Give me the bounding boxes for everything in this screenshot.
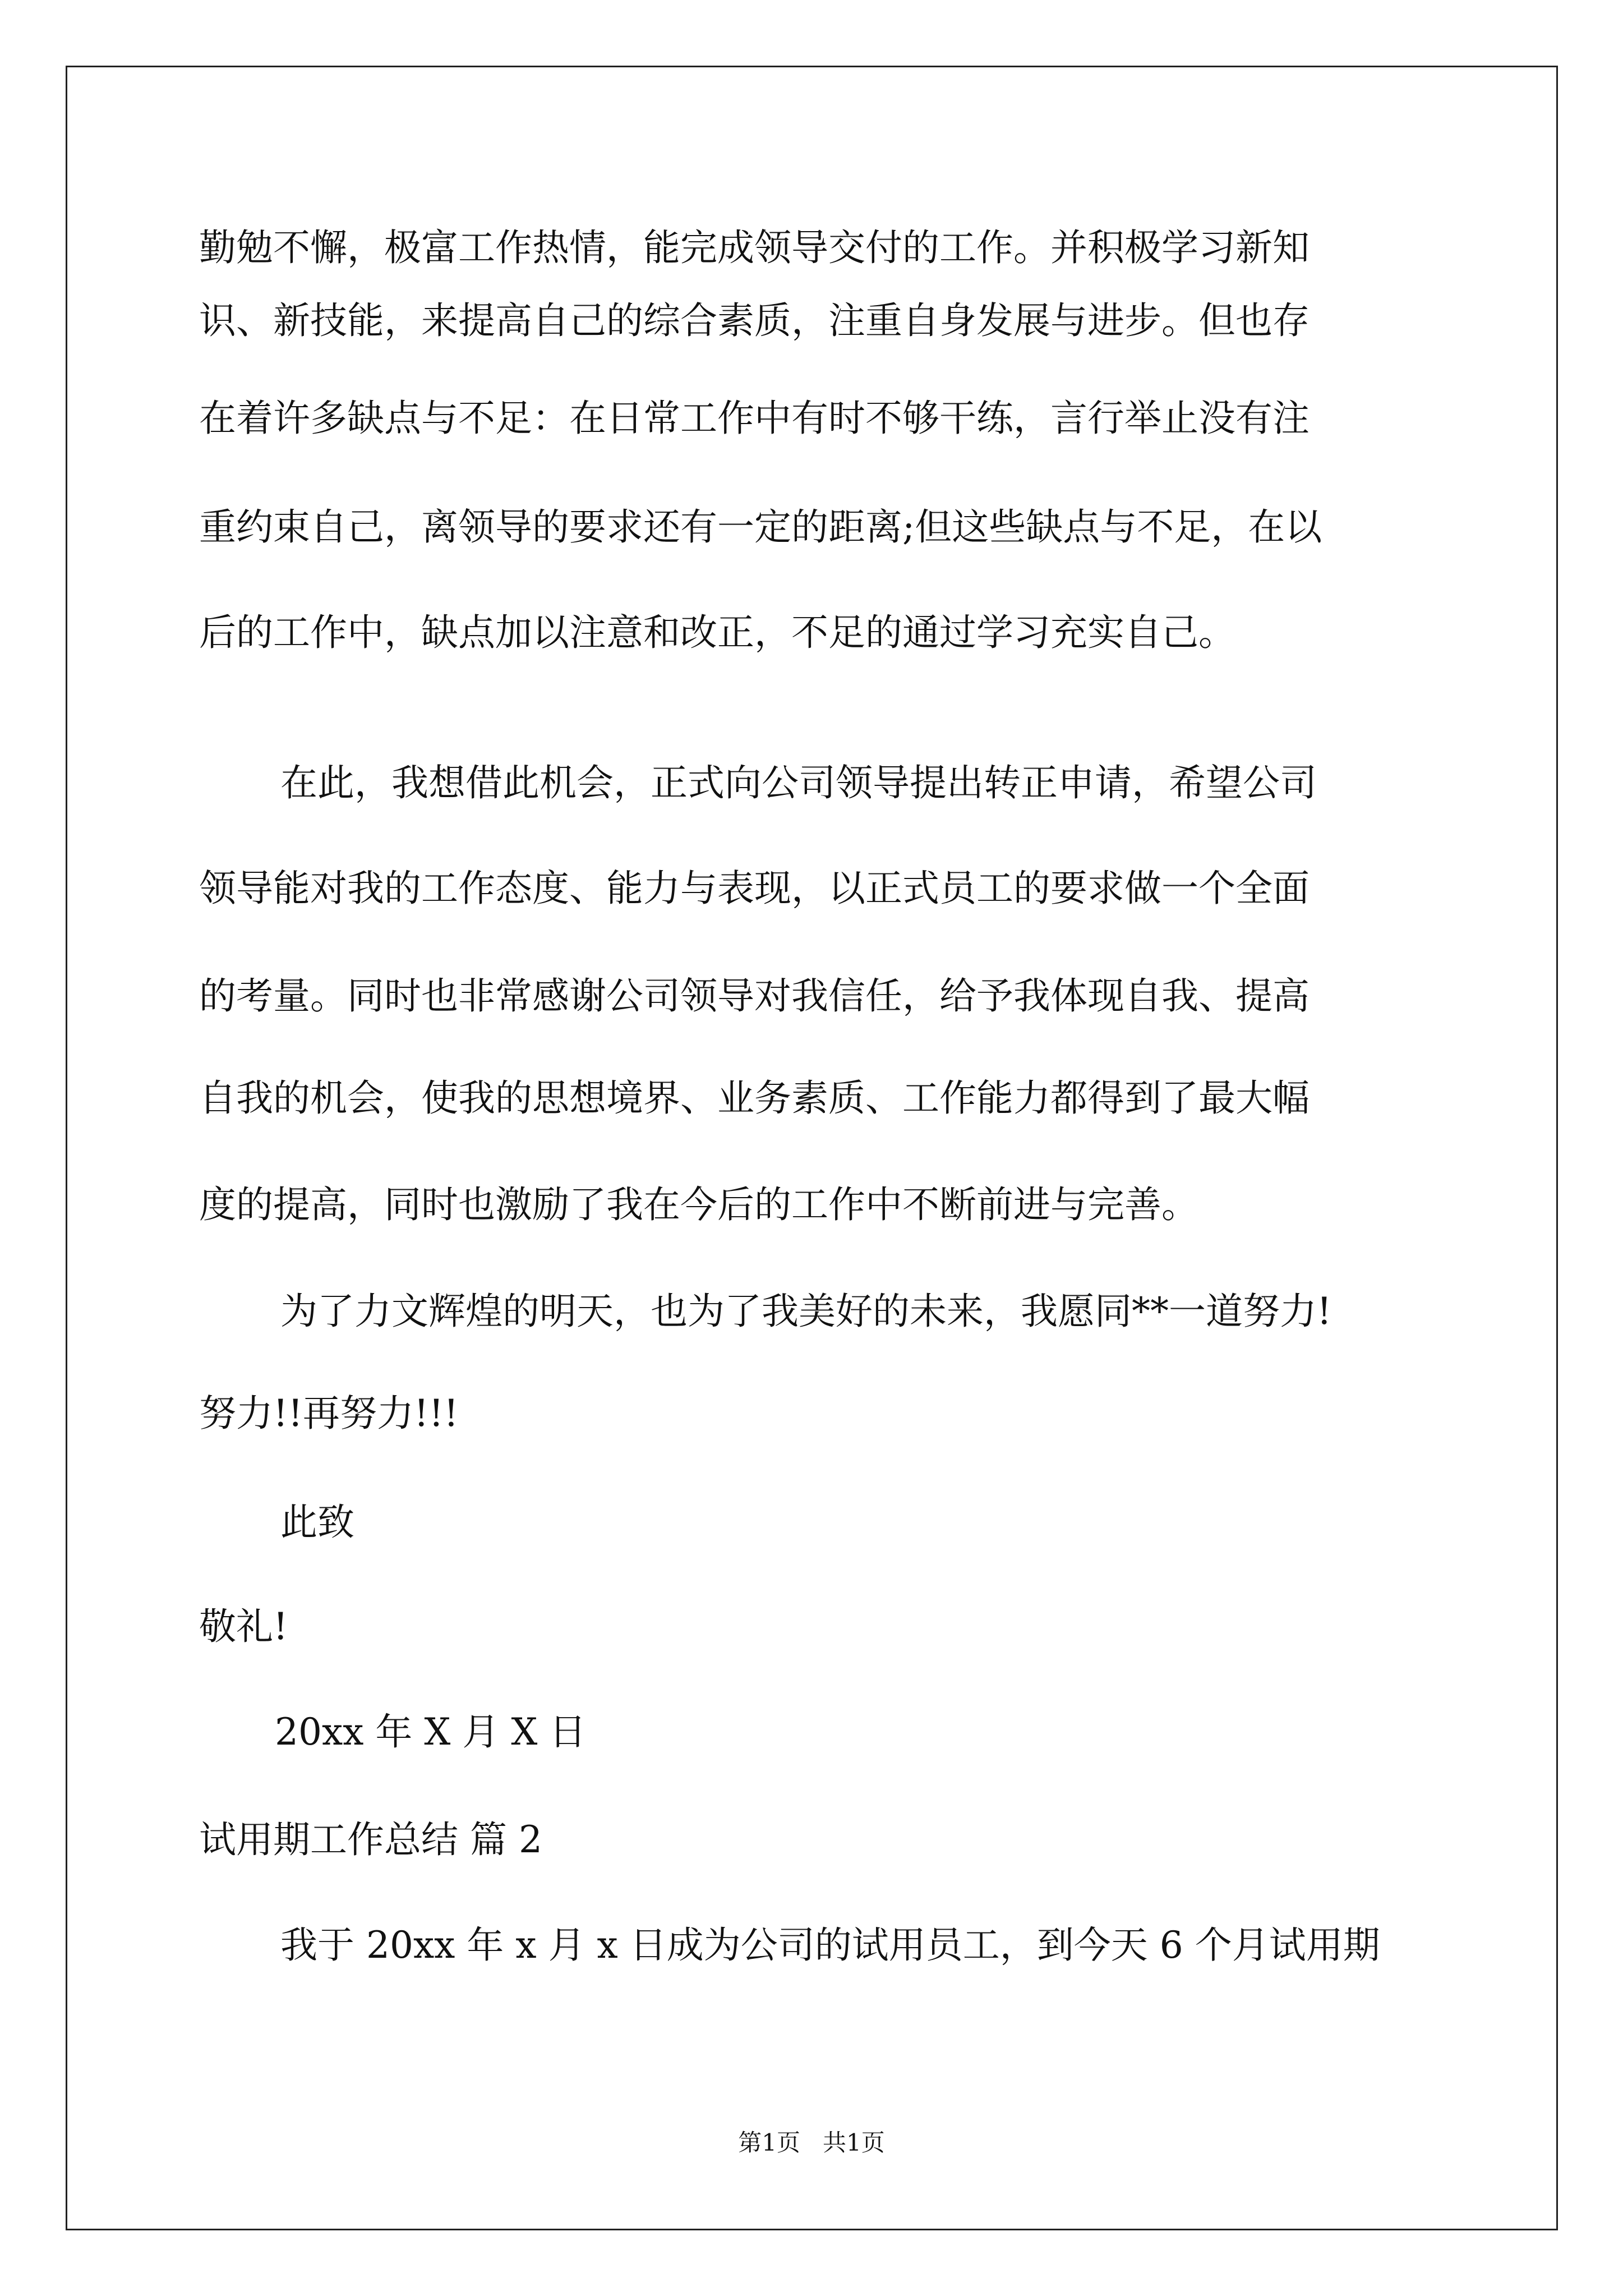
body-line: 度的提高，同时也激励了我在今后的工作中不断前进与完善。 bbox=[199, 1183, 1198, 1226]
body-line: 在着许多缺点与不足：在日常工作中有时不够干练，言行举止没有注 bbox=[199, 397, 1310, 440]
page-border bbox=[66, 66, 1558, 2230]
body-line: 重约束自己，离领导的要求还有一定的距离;但这些缺点与不足，在以 bbox=[199, 505, 1322, 549]
paragraph-first-line: 我于 20xx 年 x 月 x 日成为公司的试用员工，到今天 6 个月试用期 bbox=[280, 1924, 1380, 1967]
paragraph-first-line: 为了力文辉煌的明天，也为了我美好的未来，我愿同**一道努力! bbox=[280, 1290, 1332, 1333]
body-line: 后的工作中，缺点加以注意和改正，不足的通过学习充实自己。 bbox=[199, 611, 1235, 654]
closing-regards: 敬礼! bbox=[199, 1605, 288, 1648]
body-line: 领导能对我的工作态度、能力与表现，以正式员工的要求做一个全面 bbox=[199, 867, 1310, 910]
body-line: 勤勉不懈，极富工作热情，能完成领导交付的工作。并积极学习新知 bbox=[199, 226, 1310, 269]
body-line: 识、新技能，来提高自己的综合素质，注重自身发展与进步。但也存 bbox=[199, 299, 1310, 342]
section-heading: 试用期工作总结 篇 2 bbox=[199, 1818, 542, 1861]
date-line: 20xx 年 X 月 X 日 bbox=[275, 1710, 587, 1754]
body-line: 自我的机会，使我的思想境界、业务素质、工作能力都得到了最大幅 bbox=[199, 1076, 1310, 1120]
body-line: 的考量。同时也非常感谢公司领导对我信任，给予我体现自我、提高 bbox=[199, 974, 1310, 1018]
closing-salutation: 此致 bbox=[280, 1501, 354, 1544]
page-footer: 第1页 共1页 bbox=[738, 2129, 885, 2156]
paragraph-first-line: 在此，我想借此机会，正式向公司领导提出转正申请，希望公司 bbox=[280, 761, 1317, 804]
body-line: 努力!!再努力!!! bbox=[199, 1392, 459, 1435]
